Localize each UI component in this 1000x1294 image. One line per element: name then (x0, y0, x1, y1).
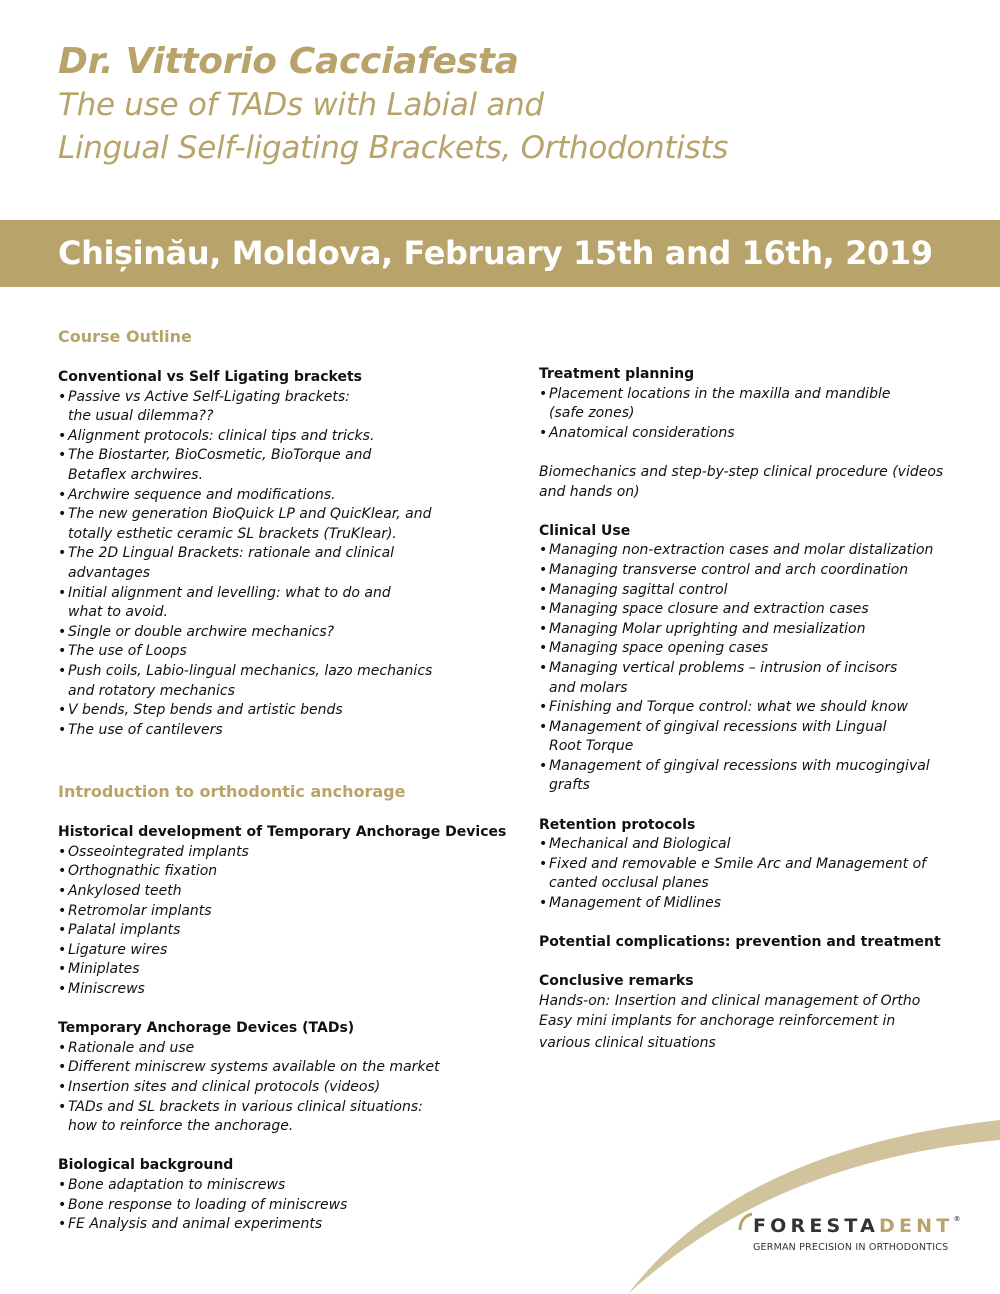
list-item (58, 701, 498, 721)
list-item (539, 698, 969, 718)
course-title-line-2: Lingual Self-ligating Brackets, Orthodontists (58, 130, 729, 166)
logo-word-part-1: FORESTA (753, 1215, 880, 1237)
conventional-heading: Conventional vs Self Ligating brackets (58, 369, 362, 385)
list-item (58, 388, 498, 427)
tads-block (58, 1019, 498, 1137)
list-item-line: • Miniplates (68, 961, 140, 978)
list-item-line: • Initial alignment and levelling: what to do and (68, 584, 391, 601)
list-item (58, 486, 498, 506)
conventional-list (58, 388, 498, 741)
list-item-line: totally esthetic ceramic SL brackets (TruKlear). (68, 525, 397, 542)
list-item-line: • Orthognathic fixation (68, 863, 218, 880)
list-item (58, 721, 498, 741)
retention-list (539, 835, 969, 913)
list-item-line: • Passive vs Active Self-Ligating brackets: (68, 388, 350, 405)
list-item (58, 1039, 498, 1059)
list-item (539, 581, 969, 601)
list-item-line: • Different miniscrew systems available on the market (68, 1059, 440, 1076)
location-date-banner (0, 220, 1000, 287)
list-item (58, 642, 498, 662)
list-item-line: • The use of cantilevers (68, 721, 223, 738)
list-item (58, 1098, 498, 1137)
list-item-line: • Osseointegrated implants (68, 843, 249, 860)
list-item-line: • Insertion sites and clinical protocols (videos) (68, 1079, 381, 1095)
list-item-line: • FE Analysis and animal experiments (68, 1216, 323, 1233)
list-item-line: canted occlusal planes (549, 875, 709, 892)
list-item (58, 921, 498, 941)
list-item (58, 862, 498, 882)
tads-list (58, 1039, 498, 1137)
list-item (58, 1196, 498, 1216)
list-item (58, 427, 498, 447)
list-item-line: Betaflex archwires. (68, 466, 204, 483)
list-item (539, 835, 969, 855)
list-item (58, 960, 498, 980)
list-item-line: what to avoid. (68, 604, 169, 621)
list-item-line: • Management of gingival recessions with mucogingival (549, 757, 930, 774)
list-item (58, 584, 498, 623)
list-item (539, 855, 969, 894)
list-item-line: • Managing space closure and extraction cases (549, 601, 869, 618)
list-item-line: • The Biostarter, BioCosmetic, BioTorque and (68, 447, 372, 464)
course-outline-title: Course Outline (58, 327, 192, 346)
biomechanics-line-2: and hands on) (539, 483, 640, 500)
list-item-line: advantages (68, 564, 151, 581)
list-item-line: • Push coils, Labio-lingual mechanics, lazo mechanics (68, 662, 433, 679)
list-item-line: • Managing Molar uprighting and mesialization (549, 620, 866, 637)
treatment-block (539, 365, 969, 443)
complications-heading: Potential complications: prevention and treatment (539, 934, 941, 951)
list-item-line: (safe zones) (549, 405, 635, 422)
list-item-line: • Alignment protocols: clinical tips and tricks. (68, 427, 375, 444)
list-item-line: • Managing non-extraction cases and molar distalization (549, 542, 934, 559)
list-item-line: • Palatal implants (68, 922, 181, 939)
list-item (58, 1078, 498, 1098)
list-item-line: • The 2D Lingual Brackets: rationale and clinical (68, 545, 395, 562)
list-item (539, 659, 969, 698)
list-item-line: • Anatomical considerations (549, 424, 735, 441)
handson-line-2: Easy mini implants for anchorage reinforcement in (539, 1012, 896, 1029)
list-item-line: the usual dilemma?? (68, 408, 214, 425)
list-item-line: Root Torque (549, 738, 634, 755)
historical-block (58, 823, 507, 999)
logo-registered-mark: ® (953, 1215, 961, 1223)
list-item (58, 544, 498, 583)
historical-heading: Historical development of Temporary Anchorage Devices (58, 824, 507, 841)
list-item (539, 385, 969, 424)
list-item-line: • Managing sagittal control (549, 581, 728, 598)
right-column (539, 365, 969, 1054)
list-item-line: • Retromolar implants (68, 902, 212, 919)
list-item-line: grafts (549, 777, 590, 794)
list-item (58, 1176, 498, 1196)
treatment-heading: Treatment planning (539, 366, 695, 382)
list-item-line: • Management of Midlines (549, 895, 722, 912)
header (58, 40, 978, 170)
forestadent-logo (738, 1212, 978, 1262)
list-item-line: • Finishing and Torque control: what we should know (549, 699, 908, 716)
course-title-line-1: The use of TADs with Labial and (58, 87, 544, 123)
list-item (539, 424, 969, 444)
left-column (58, 326, 507, 1235)
tads-heading: Temporary Anchorage Devices (TADs) (58, 1020, 355, 1037)
clinical-heading: Clinical Use (539, 522, 631, 539)
list-item (58, 980, 498, 1000)
list-item-line: • Ankylosed teeth (68, 883, 182, 900)
list-item (58, 446, 498, 485)
list-item-line: • Single or double archwire mechanics? (68, 623, 335, 640)
list-item (58, 623, 498, 643)
list-item-line: • The new generation BioQuick LP and QuicKlear, and (68, 506, 432, 523)
list-item (539, 639, 969, 659)
list-item (539, 600, 969, 620)
list-item-line: • Ligature wires (68, 941, 168, 958)
list-item-line: • Archwire sequence and modifications. (68, 486, 336, 503)
list-item (58, 662, 498, 701)
biological-block (58, 1156, 498, 1234)
list-item-line: • Placement locations in the maxilla and mandible (549, 385, 891, 402)
list-item (539, 541, 969, 561)
biological-list (58, 1176, 498, 1235)
list-item-line: • Managing vertical problems – intrusion of incisors (549, 659, 898, 676)
list-item-line: and molars (549, 679, 628, 696)
anchorage-title: Introduction to orthodontic anchorage (58, 782, 406, 802)
speaker-name: Dr. Vittorio Cacciafesta (58, 41, 519, 82)
logo-wordmark (753, 1215, 960, 1237)
list-item-line: how to reinforce the anchorage. (68, 1118, 294, 1135)
list-item-line: • Bone adaptation to miniscrews (68, 1176, 286, 1193)
list-item (58, 843, 498, 863)
list-item-line: • Managing transverse control and arch coordination (549, 561, 909, 578)
list-item (58, 941, 498, 961)
location-date-text: Chișinău, Moldova, February 15th and 16th, 2019 (58, 234, 933, 272)
biomechanics-paragraph (539, 463, 969, 502)
list-item (58, 882, 498, 902)
list-item (58, 1058, 498, 1078)
list-item-line: • Managing space opening cases (549, 640, 769, 657)
handson-line-3: various clinical situations (539, 1035, 716, 1052)
list-item (539, 718, 969, 757)
clinical-list (539, 541, 969, 796)
logo-tagline: GERMAN PRECISION IN ORTHODONTICS (753, 1242, 949, 1253)
list-item-line: and rotatory mechanics (68, 682, 235, 699)
list-item (58, 505, 498, 544)
list-item (539, 561, 969, 581)
biomechanics-line-1: Biomechanics and step-by-step clinical procedure (videos (539, 463, 944, 480)
conventional-block (58, 368, 498, 740)
conclusive-heading: Conclusive remarks (539, 973, 694, 990)
retention-block (539, 816, 969, 914)
list-item (539, 894, 969, 914)
handson-line-1: Hands-on: Insertion and clinical management of Ortho (539, 993, 921, 1009)
list-item (539, 620, 969, 640)
retention-heading: Retention protocols (539, 816, 696, 833)
list-item (58, 902, 498, 922)
list-item-line: • Miniscrews (68, 981, 145, 998)
list-item-line: • Mechanical and Biological (549, 836, 731, 853)
treatment-list (539, 385, 969, 444)
list-item-line: • Rationale and use (68, 1039, 195, 1056)
list-item-line: • Bone response to loading of miniscrews (68, 1196, 348, 1213)
list-item-line: • V bends, Step bends and artistic bends (68, 702, 343, 719)
logo-word-part-2: DENT (879, 1215, 954, 1237)
biological-heading: Biological background (58, 1157, 234, 1174)
handson-paragraph (539, 992, 969, 1054)
historical-list (58, 843, 498, 1000)
clinical-block (539, 522, 969, 796)
list-item (58, 1215, 498, 1235)
list-item-line: • TADs and SL brackets in various clinical situations: (68, 1098, 423, 1115)
list-item-line: • Fixed and removable e Smile Arc and Management of (549, 855, 927, 872)
list-item (539, 757, 969, 796)
list-item-line: • The use of Loops (68, 643, 187, 660)
list-item-line: • Management of gingival recessions with Lingual (549, 718, 887, 735)
